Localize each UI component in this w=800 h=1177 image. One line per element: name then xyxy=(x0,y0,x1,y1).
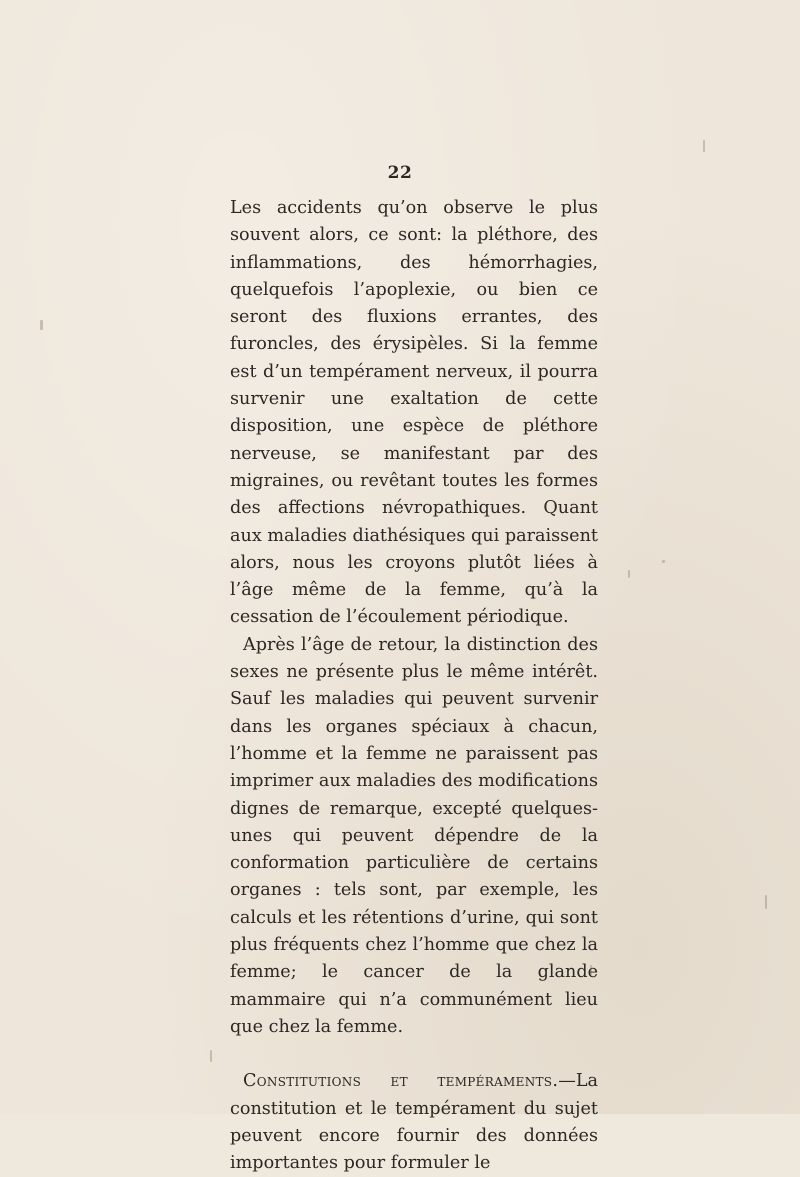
paper-speck xyxy=(662,560,665,563)
section-heading: Constitutions et tempéraments. xyxy=(243,1071,559,1092)
section-text: La constitution et le tempérament du sujet peuvent encore fournir des données importantes pour formuler le xyxy=(230,1071,598,1174)
page-number: 22 xyxy=(387,163,413,183)
section-dash: — xyxy=(558,1071,576,1092)
body-text xyxy=(230,195,598,1177)
paper-speck xyxy=(210,1050,212,1062)
paper-speck xyxy=(40,320,43,330)
paper-speck xyxy=(590,965,592,975)
paragraph-2: Après l’âge de retour, la distinction des sexes ne présente plus le même intérêt. Sauf les maladies qui peuvent survenir dans les organes spéciaux à chacun, l’homme et la femme ne paraissent pas imprimer aux maladies des modifications dignes de remarque, excepté quelques-unes qui peuvent dépendre de la conformation particulière de certains organes : tels sont, par exemple, les calculs et les rétentions d’urine, qui sont plus fréquents chez l’homme que chez la femme; le cancer de la glande mammaire qui n’a communément lieu que chez la femme. xyxy=(230,634,598,1037)
paper-speck xyxy=(703,140,705,152)
paper-speck xyxy=(628,570,630,578)
paragraph-1: Les accidents qu’on observe le plus souvent alors, ce sont: la pléthore, des inflammations, des hémorrhagies, quelquefois l’apoplexie, ou bien ce seront des fluxions errantes, des furoncles, des érysipèles. Si la femme est d’un tempérament nerveux, il pourra survenir une exaltation de cette disposition, une espèce de pléthore nerveuse, se manifestant par des migraines, ou revêtant toutes les formes des affections névropathiques. Quant aux maladies diathésiques qui paraissent alors, nous les croyons plutôt liées à l’âge même de la femme, qu’à la cessation de l’écoulement périodique. xyxy=(230,198,598,628)
paper-speck xyxy=(765,895,767,909)
section-paragraph xyxy=(230,1068,598,1177)
